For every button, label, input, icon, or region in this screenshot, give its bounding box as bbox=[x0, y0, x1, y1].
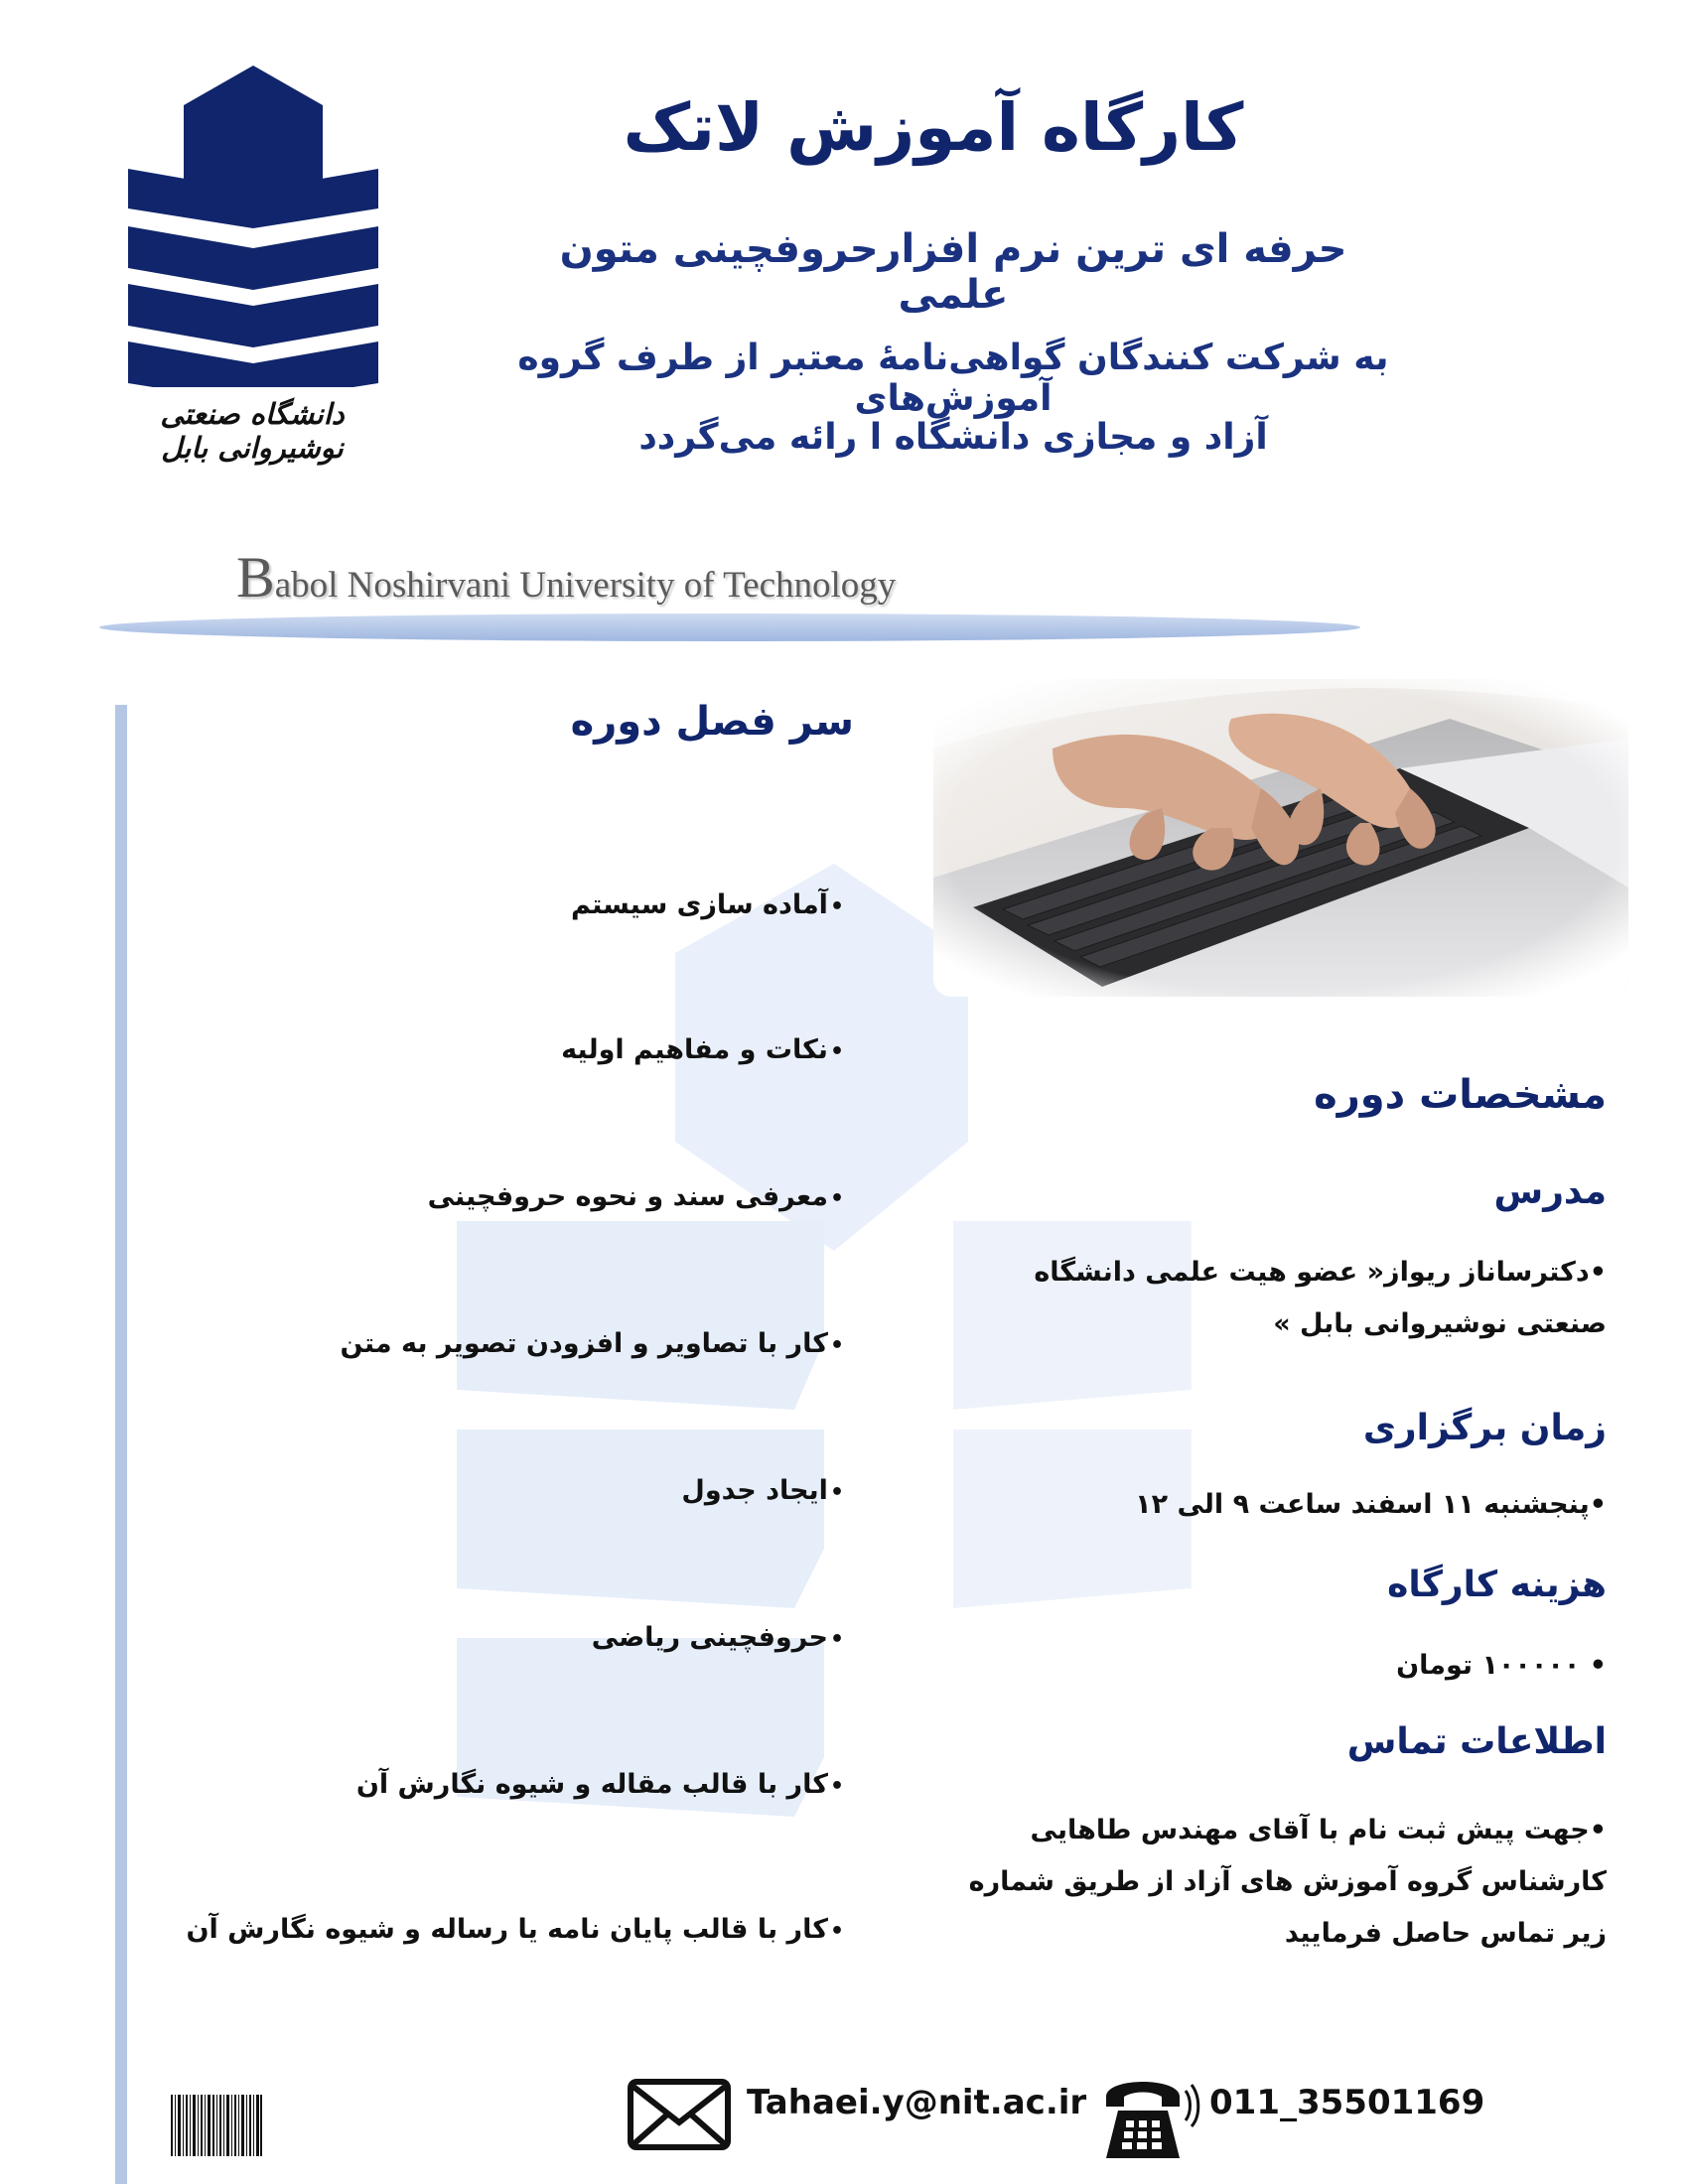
hands-keyboard-illustration bbox=[933, 679, 1628, 997]
bullet-icon: • bbox=[829, 1333, 844, 1358]
book-stack-icon bbox=[114, 60, 392, 387]
instructor-line-1: •دکترساناز ریواز« عضو هیت علمی دانشگاه bbox=[1034, 1257, 1607, 1288]
contact-line-2: کارشناس گروه آموزش های آزاد از طریق شماره bbox=[968, 1866, 1607, 1897]
bullet-icon: • bbox=[829, 894, 844, 919]
laptop-typing-photo bbox=[933, 679, 1628, 997]
instructor-line-2: صنعتی نوشیروانی بابل » bbox=[1273, 1308, 1607, 1339]
contact-heading: اطلاعات تماس bbox=[1346, 1721, 1607, 1762]
envelope-icon bbox=[628, 2079, 731, 2150]
phone-number[interactable]: 011_35501169 bbox=[1209, 2083, 1485, 2122]
barcode-icon bbox=[171, 2095, 262, 2156]
syllabus-item: •نکات و مفاهیم اولیه bbox=[561, 1034, 844, 1065]
telephone-icon bbox=[1100, 2069, 1201, 2162]
left-accent-bar bbox=[115, 705, 127, 2184]
university-english-initial: B bbox=[236, 545, 275, 610]
time-heading: زمان برگزاری bbox=[1362, 1408, 1607, 1448]
divider-ellipse bbox=[99, 614, 1360, 641]
logo-caption: دانشگاه صنعتی نوشیروانی بابل bbox=[160, 397, 345, 465]
bullet-icon: • bbox=[829, 1480, 844, 1505]
syllabus-item: •ایجاد جدول bbox=[681, 1475, 844, 1506]
contact-text bbox=[969, 1805, 1607, 1960]
specs-heading: مشخصات دوره bbox=[1314, 1072, 1607, 1118]
syllabus-item: •کار با قالب پایان نامه یا رساله و شیوه نگارش آن bbox=[186, 1914, 844, 1945]
university-english-rest: abol Noshirvani University of Technology bbox=[274, 565, 897, 606]
bullet-icon: • bbox=[829, 1186, 844, 1211]
time-text: •پنجشنبه ۱۱ اسفند ساعت ۹ الی ۱۲ bbox=[1135, 1489, 1607, 1520]
contact-line-1: •جهت پیش ثبت نام با آقای مهندس طاهایی bbox=[1030, 1815, 1607, 1845]
bullet-icon: • bbox=[829, 1627, 844, 1652]
university-english-name bbox=[236, 544, 896, 611]
description-line-1: به شرکت کنندگان گواهی‌نامۀ معتبر از طرف گروه آموزش‌های bbox=[517, 338, 1389, 419]
fee-heading: هزینه کارگاه bbox=[1387, 1565, 1607, 1605]
bullet-icon: • bbox=[829, 1039, 844, 1064]
syllabus-item: •آماده سازی سیستم bbox=[571, 889, 844, 920]
email-link[interactable]: Tahaei.y@nit.ac.ir bbox=[747, 2083, 1087, 2122]
instructor-text bbox=[1034, 1247, 1607, 1350]
syllabus-item: •معرفی سند و نحوه حروفچینی bbox=[427, 1181, 844, 1212]
syllabus-heading: سر فصل دوره bbox=[570, 699, 854, 745]
syllabus-item: •حروفچینی ریاضی bbox=[591, 1622, 844, 1653]
university-logo bbox=[114, 60, 392, 465]
description-line-2: آزاد و مجازی دانشگاه ا رائه می‌گردد bbox=[638, 417, 1268, 458]
syllabus-item: •کار با قالب مقاله و شیوه نگارش آن bbox=[355, 1769, 844, 1800]
bullet-icon: • bbox=[829, 1919, 844, 1944]
page-subtitle: حرفه ای ترین نرم افزارحروفچینی متون علمی bbox=[559, 226, 1347, 318]
bullet-icon: • bbox=[829, 1774, 844, 1799]
syllabus-item: •کار با تصاویر و افزودن تصویر به متن bbox=[340, 1328, 844, 1359]
contact-line-3: زیر تماس حاصل فرمایید bbox=[1284, 1918, 1607, 1949]
fee-text: • ۱۰۰۰۰۰ تومان bbox=[1396, 1650, 1607, 1681]
instructor-heading: مدرس bbox=[1493, 1171, 1607, 1212]
page-title: کارگاه آموزش لاتک bbox=[623, 89, 1244, 166]
